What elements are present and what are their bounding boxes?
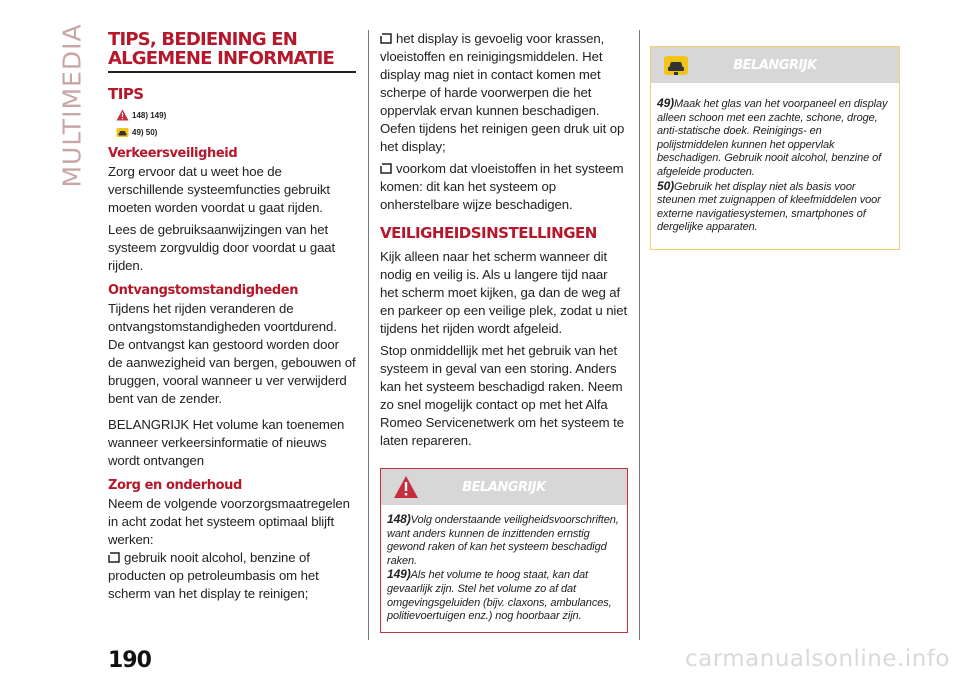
paragraph: Stop onmiddellijk met het gebruik van het systeem in geval van een storing. Anders kan het systeem beschadigd raken. Neem zo snel mogelijk contact op met het Alfa Romeo Servicenetwerk om het systeem te laten repareren. — [380, 343, 624, 448]
note-item: 50)Gebruik het display niet als basis voor steunen met zuignappen of kleefmiddelen voor externe navigatiesystemen, smartphones of dergelijke apparaten. — [657, 178, 881, 234]
page-title: TIPS, BEDIENING EN ALGEMENE INFORMATIE — [108, 30, 356, 73]
danger-warning-icon — [116, 109, 129, 121]
danger-warning-icon — [393, 475, 419, 499]
paragraph: BELANGRIJK Het volume kan toenemen wanneer verkeersinformatie of nieuws wordt ontvangen — [108, 417, 345, 468]
important-box-body — [381, 505, 627, 632]
reception-heading: Ontvangstomstandigheden — [108, 283, 299, 298]
bullet-item: voorkom dat vloeistoffen in het systeem komen: dit kan het systeem op onherstelbare wijze beschadigen. — [380, 161, 624, 212]
bullet-icon — [380, 33, 392, 44]
paragraph: Zorg ervoor dat u weet hoe de verschillende systeemfuncties gebruikt moeten worden voordat u gaat rijden. — [108, 164, 330, 215]
important-box — [650, 46, 900, 250]
watermark: carmanualsonline.info — [684, 646, 950, 672]
column-divider — [639, 30, 640, 640]
column-left — [108, 30, 356, 607]
car-caution-icon — [663, 53, 689, 77]
column-divider — [368, 30, 369, 640]
warning-ref-row: 148) 149) — [116, 109, 356, 121]
column-middle — [380, 30, 628, 633]
important-box — [380, 468, 628, 633]
paragraph: Lees de gebruiksaanwijzingen van het systeem zorgvuldig door voordat u gaat rijden. — [108, 222, 336, 273]
page-number: 190 — [108, 648, 151, 673]
column-right — [650, 46, 900, 250]
important-box-body — [651, 83, 899, 249]
caution-ref-row: 49) 50) — [116, 126, 356, 138]
care-heading: Zorg en onderhoud — [108, 478, 242, 493]
paragraph: Kijk alleen naar het scherm wanneer dit nodig en veilig is. Als u langere tijd naar het scherm moet kijken, ga dan de weg af en parkeer op een veilige plek, zodat u niet tijdens het rijden wordt afgeleid. — [380, 249, 628, 336]
traffic-safety-heading: Verkeersveiligheid — [108, 146, 238, 161]
bullet-icon — [108, 552, 120, 563]
note-item: 148)Volg onderstaande veiligheidsvoorschriften, want anders kunnen de inzittenden ernstig gewond raken of kan het systeem beschadigd raken. — [387, 512, 619, 567]
bullet-icon — [380, 163, 392, 174]
bullet-item: het display is gevoelig voor krassen, vloeistoffen en reinigingsmiddelen. Het display mag niet in contact komen met scherpe of harde voorwerpen die het oppervlak ervan kunnen beschadigen. Oefen tijdens het reinigen geen druk uit op het display; — [380, 31, 625, 154]
paragraph: Neem de volgende voorzorgsmaatregelen in acht zodat het systeem optimaal blijft werken: — [108, 496, 350, 547]
safety-settings-heading: VEILIGHEIDSINSTELLINGEN — [380, 224, 597, 242]
car-caution-icon — [116, 126, 129, 138]
tips-heading: TIPS — [108, 85, 144, 103]
section-side-label: MULTIMEDIA — [57, 22, 87, 188]
note-item: 149)Als het volume te hoog staat, kan dat gevaarlijk zijn. Stel het volume zo af dat omgevingsgeluiden (bijv. claxons, ambulances, politievoertuigen enz.) nog hoorbaar zijn. — [387, 567, 612, 623]
paragraph: Tijdens het rijden veranderen de ontvangstomstandigheden voortdurend. De ontvangst kan gestoord worden door de aanwezigheid van bergen, gebouwen of bruggen, vooral wanneer u ver verwijderd bent van de zender. — [108, 301, 356, 406]
important-box-header: BELANGRIJK — [381, 469, 627, 505]
note-item: 49)Maak het glas van het voorpaneel en display alleen schoon met een zachte, schone, droge, anti-statische doek. Reinigings- en polijstmiddelen kunnen het oppervlak beschadigen. Gebruik nooit alcohol, benzine of afgeleide producten. — [657, 96, 888, 178]
important-box-header: BELANGRIJK — [651, 47, 899, 83]
bullet-item: gebruik nooit alcohol, benzine of producten op petroleumbasis om het scherm van het display te reinigen; — [108, 550, 319, 601]
